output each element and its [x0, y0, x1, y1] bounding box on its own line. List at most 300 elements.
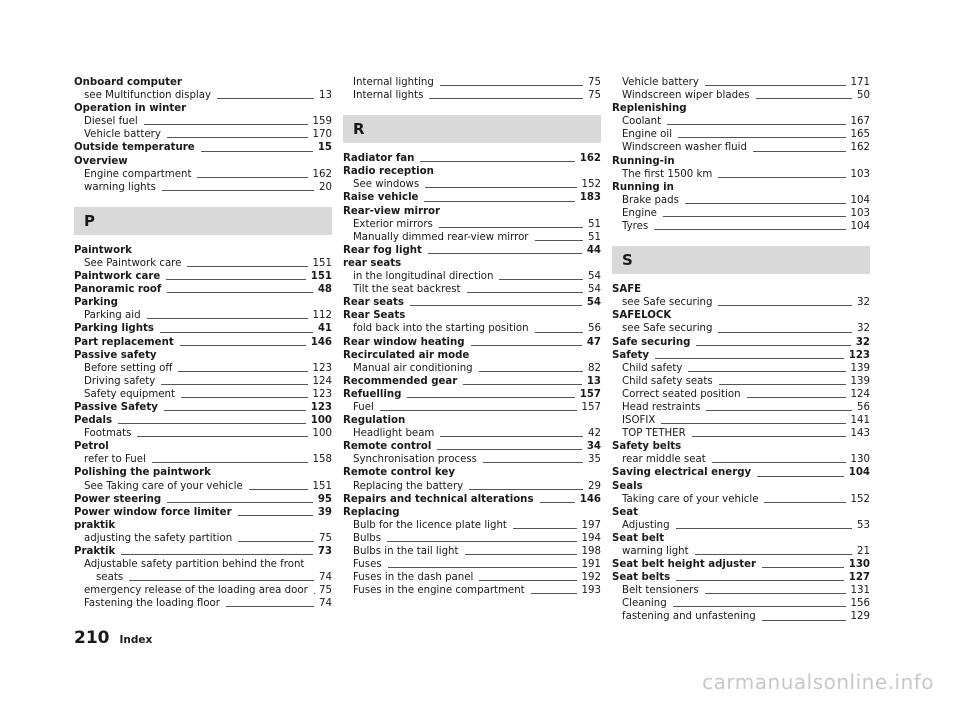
index-entry: [612, 558, 870, 571]
index-subentry: [612, 545, 870, 558]
entry-label: emergency release of the loading area door: [84, 585, 308, 597]
page-reference: 21: [857, 546, 870, 557]
index-entry: [612, 466, 870, 479]
page-reference: 47: [586, 336, 601, 348]
leader-line: [654, 229, 845, 230]
entry-label: Part replacement: [74, 336, 174, 348]
page-reference: 157: [579, 388, 601, 400]
leader-line: [667, 124, 845, 125]
index-entry: [74, 493, 332, 506]
page-reference: 129: [850, 611, 870, 623]
index-entry: [74, 466, 332, 479]
index-entry: [612, 440, 870, 453]
index-subentry: [612, 362, 870, 375]
index-entry: [612, 155, 870, 168]
entry-label: Synchronisation process: [353, 454, 477, 466]
entry-label: Power steering: [74, 493, 162, 505]
index-entry: [343, 506, 601, 519]
index-subentry: [74, 362, 332, 375]
index-entry: [343, 336, 601, 349]
page-reference: 158: [312, 454, 332, 466]
entry-label: Correct seated position: [622, 388, 741, 400]
index-subentry: [74, 532, 332, 545]
entry-label: Before setting off: [84, 362, 173, 374]
page-reference: 194: [581, 532, 601, 544]
page-reference: 123: [312, 388, 332, 400]
entry-label: Rear Seats: [343, 310, 406, 322]
page-reference: 73: [317, 546, 332, 557]
entry-label: Bulbs in the tail light: [353, 546, 459, 557]
page-reference: 131: [850, 585, 870, 597]
page-reference: 123: [848, 349, 870, 361]
index-subentry: [74, 181, 332, 194]
entry-label: Seat: [612, 506, 638, 518]
section-letter-heading: R: [343, 115, 601, 143]
section-letter-heading: S: [612, 246, 870, 274]
leader-line: [178, 371, 307, 372]
index-entry: [343, 191, 601, 204]
entry-label: Engine oil: [622, 129, 673, 141]
index-subentry: [343, 89, 601, 102]
entry-label: Outside temperature: [74, 142, 195, 154]
index-entry: [612, 181, 870, 194]
leader-line: [187, 266, 307, 267]
leader-line: [387, 541, 576, 542]
index-subentry: [74, 168, 332, 181]
index-subentry: [74, 558, 332, 571]
index-entry: [74, 155, 332, 168]
leader-line: [705, 593, 846, 594]
index-entry: [612, 336, 870, 349]
index-entry: [74, 283, 332, 296]
page-reference: 75: [588, 90, 601, 102]
index-subentry: [612, 519, 870, 532]
entry-label: Fastening the loading floor: [84, 598, 220, 610]
page-reference: 32: [855, 336, 870, 348]
leader-line: [440, 436, 583, 437]
index-entry: [74, 322, 332, 335]
page-reference: 103: [850, 207, 870, 219]
page-reference: 104: [850, 194, 870, 206]
index-entry: [343, 205, 601, 218]
index-subentry: [343, 584, 601, 597]
entry-label: Saving electrical energy: [612, 467, 752, 479]
page-reference: 124: [850, 388, 870, 400]
index-entry: [343, 257, 601, 270]
index-entry: [74, 519, 332, 532]
leader-line: [238, 541, 314, 542]
index-entry: [74, 506, 332, 519]
index-column-1: [74, 76, 332, 610]
page-reference: 167: [850, 116, 870, 128]
entry-label: Pedals: [74, 415, 113, 427]
entry-label: Rear window heating: [343, 336, 465, 348]
page-reference: 146: [579, 493, 601, 505]
leader-line: [425, 187, 576, 188]
entry-label: Footmats: [84, 428, 132, 440]
index-subentry: [612, 296, 870, 309]
index-entry: [74, 141, 332, 154]
leader-line: [471, 345, 582, 346]
index-subentry: [343, 545, 601, 558]
section-letter-heading: P: [74, 207, 332, 235]
entry-label: Replacing: [343, 506, 400, 518]
index-subentry: [343, 322, 601, 335]
page-reference: 74: [319, 572, 332, 584]
page-reference: 44: [586, 244, 601, 256]
leader-line: [719, 384, 846, 385]
index-entry: [74, 296, 332, 309]
index-entry: [343, 440, 601, 453]
leader-line: [663, 216, 846, 217]
entry-label: in the longitudinal direction: [353, 271, 494, 283]
page-reference: 123: [310, 401, 332, 413]
entry-label: Panoramic roof: [74, 284, 162, 296]
page-reference: 162: [312, 168, 332, 180]
leader-line: [388, 567, 577, 568]
entry-label: Refuelling: [343, 388, 402, 400]
leader-line: [762, 567, 844, 568]
index-subentry: [343, 519, 601, 532]
page-reference: 141: [850, 415, 870, 427]
index-subentry: [612, 584, 870, 597]
index-subentry: [612, 115, 870, 128]
leader-line: [676, 580, 844, 581]
page-reference: 100: [312, 428, 332, 440]
leader-line: [479, 580, 576, 581]
page-reference: 75: [588, 77, 601, 88]
entry-label: Parking aid: [84, 310, 141, 322]
page-reference: 48: [317, 284, 332, 296]
leader-line: [129, 580, 314, 581]
page-reference: 170: [312, 129, 332, 141]
entry-label: Internal lights: [353, 90, 424, 102]
entry-label: refer to Fuel: [84, 454, 146, 466]
page-reference: 104: [850, 221, 870, 233]
entry-label: Tilt the seat backrest: [353, 284, 461, 296]
leader-line: [440, 85, 583, 86]
leader-line: [535, 332, 583, 333]
page-reference: 29: [588, 480, 601, 492]
leader-line: [197, 177, 307, 178]
leader-line: [144, 124, 308, 125]
index-entry: [612, 102, 870, 115]
leader-line: [531, 593, 577, 594]
index-subentry: [343, 178, 601, 191]
index-subentry: [343, 453, 601, 466]
leader-line: [161, 384, 307, 385]
leader-line: [469, 489, 583, 490]
entry-label: Belt tensioners: [622, 585, 699, 597]
entry-label: Driving safety: [84, 375, 156, 387]
page-reference: 51: [588, 231, 601, 243]
leader-line: [673, 606, 846, 607]
entry-label: Petrol: [74, 441, 109, 453]
entry-label: Tyres: [622, 221, 649, 233]
leader-line: [437, 449, 581, 450]
page-reference: 171: [850, 77, 870, 88]
leader-line: [712, 462, 846, 463]
index-subentry: [612, 194, 870, 207]
page-reference: 162: [850, 142, 870, 154]
page-reference: 151: [312, 257, 332, 269]
index-entry: [343, 349, 601, 362]
leader-line: [463, 384, 581, 385]
leader-line: [410, 305, 582, 306]
index-subentry: [343, 231, 601, 244]
entry-label: Recirculated air mode: [343, 349, 470, 361]
page-reference: 75: [319, 532, 332, 544]
index-entry: [612, 480, 870, 493]
page-reference: 74: [319, 598, 332, 610]
index-subentry: [74, 257, 332, 270]
entry-label: Paintwork care: [74, 271, 161, 283]
index-subentry: [343, 218, 601, 231]
entry-label: Radiator fan: [343, 153, 415, 165]
index-subentry: [74, 427, 332, 440]
entry-label: Remote control key: [343, 467, 455, 479]
index-subentry: [612, 141, 870, 154]
leader-line: [655, 358, 844, 359]
leader-line: [167, 137, 308, 138]
leader-line: [695, 554, 852, 555]
page-reference: 192: [581, 572, 601, 584]
page-reference: 15: [317, 142, 332, 154]
leader-line: [166, 279, 305, 280]
leader-line: [718, 305, 852, 306]
leader-line: [692, 436, 846, 437]
entry-label: Safe securing: [612, 336, 691, 348]
index-entry: [343, 493, 601, 506]
entry-label: Fuel: [353, 401, 374, 413]
index-subentry: [343, 427, 601, 440]
index-subentry: [612, 322, 870, 335]
entry-label: Fuses: [353, 559, 382, 571]
leader-line: [661, 423, 845, 424]
entry-label: Replacing the battery: [353, 480, 464, 492]
index-entry: [74, 349, 332, 362]
leader-line: [121, 554, 313, 555]
entry-label: Fuses in the engine compartment: [353, 585, 525, 597]
leader-line: [420, 161, 574, 162]
index-entry: [74, 336, 332, 349]
page-reference: 139: [850, 362, 870, 374]
index-column-2: [343, 76, 601, 597]
page-reference: 143: [850, 428, 870, 440]
leader-line: [147, 318, 308, 319]
index-subentry: [343, 571, 601, 584]
entry-label: Recommended gear: [343, 375, 458, 387]
leader-line: [678, 137, 845, 138]
entry-label: warning lights: [84, 181, 156, 193]
entry-label: adjusting the safety partition: [84, 532, 233, 544]
entry-label: Running-in: [612, 155, 675, 167]
leader-line: [164, 410, 306, 411]
leader-line: [706, 410, 852, 411]
leader-line: [118, 423, 306, 424]
index-subentry: [612, 220, 870, 233]
entry-label: Head restraints: [622, 401, 701, 413]
entry-label: seats: [96, 572, 124, 584]
leader-line: [540, 502, 575, 503]
leader-line: [152, 462, 308, 463]
index-subentry: [74, 89, 332, 102]
page-footer: [74, 628, 152, 648]
entry-label: Passive safety: [74, 349, 157, 361]
leader-line: [718, 332, 852, 333]
page-reference: 197: [581, 519, 601, 531]
entry-label: TOP TETHER: [622, 428, 686, 440]
entry-label: Safety equipment: [84, 388, 175, 400]
page-reference: 139: [850, 375, 870, 387]
entry-label: see Safe securing: [622, 297, 713, 309]
index-subentry: [343, 558, 601, 571]
page-reference: 193: [581, 585, 601, 597]
page-reference: 32: [857, 323, 870, 335]
page-reference: 198: [581, 546, 601, 557]
entry-label: Regulation: [343, 415, 406, 427]
index-entry: [612, 309, 870, 322]
index-subentry: [343, 270, 601, 283]
page-reference: 151: [310, 271, 332, 283]
page-reference: 183: [579, 192, 601, 204]
page-reference: 127: [848, 572, 870, 584]
leader-line: [705, 85, 846, 86]
leader-line: [380, 410, 577, 411]
leader-line: [747, 397, 846, 398]
entry-label: Raise vehicle: [343, 192, 419, 204]
entry-label: Coolant: [622, 116, 662, 128]
leader-line: [467, 292, 583, 293]
entry-label: Cleaning: [622, 598, 667, 610]
entry-label: Repairs and technical alterations: [343, 493, 534, 505]
entry-label: Exterior mirrors: [353, 218, 433, 230]
index-subentry: [74, 375, 332, 388]
index-subentry: [612, 375, 870, 388]
leader-line: [676, 528, 852, 529]
leader-line: [429, 98, 583, 99]
index-entry: [343, 466, 601, 479]
leader-line: [756, 98, 852, 99]
entry-label: Taking care of your vehicle: [622, 493, 759, 505]
index-subentry: [612, 493, 870, 506]
entry-label: Rear-view mirror: [343, 205, 441, 217]
index-subentry: [74, 453, 332, 466]
index-subentry: [74, 597, 332, 610]
leader-line: [428, 253, 582, 254]
leader-line: [160, 332, 313, 333]
leader-line: [249, 489, 308, 490]
page-reference: 13: [586, 375, 601, 387]
entry-label: fastening and unfastening: [622, 611, 756, 623]
leader-line: [535, 240, 584, 241]
leader-line: [238, 515, 313, 516]
entry-label: Manual air conditioning: [353, 362, 473, 374]
page-reference: 123: [312, 362, 332, 374]
page-reference: 34: [586, 441, 601, 453]
index-subentry: [74, 480, 332, 493]
page-reference: 50: [857, 90, 870, 102]
entry-label: Internal lighting: [353, 77, 434, 88]
index-entry: [612, 349, 870, 362]
entry-label: SAFE: [612, 284, 642, 296]
index-subentry: [343, 401, 601, 414]
page-reference: 130: [848, 559, 870, 571]
index-entry: [74, 270, 332, 283]
leader-line: [688, 371, 845, 372]
leader-line: [762, 620, 846, 621]
page-reference: 56: [857, 401, 870, 413]
leader-line: [439, 227, 583, 228]
entry-label: warning light: [622, 546, 689, 557]
entry-label: Safety: [612, 349, 650, 361]
page-reference: 75: [319, 585, 332, 597]
entry-label: Parking lights: [74, 323, 154, 335]
index-subentry: [343, 283, 601, 296]
page-reference: 165: [850, 129, 870, 141]
index-entry: [343, 165, 601, 178]
index-subentry: [343, 532, 601, 545]
page-reference: 20: [319, 181, 332, 193]
entry-label: Seals: [612, 480, 643, 492]
index-subentry: [74, 115, 332, 128]
entry-label: Overview: [74, 155, 128, 167]
leader-line: [167, 292, 312, 293]
page-reference: 151: [312, 480, 332, 492]
entry-label: ISOFIX: [622, 415, 656, 427]
entry-label: Parking: [74, 297, 118, 309]
page-reference: 157: [581, 401, 601, 413]
page-reference: 54: [586, 297, 601, 309]
page-reference: 13: [319, 90, 332, 102]
index-subentry: [343, 362, 601, 375]
index-entry: [74, 440, 332, 453]
entry-label: fold back into the starting position: [353, 323, 529, 335]
entry-label: Bulb for the licence plate light: [353, 519, 507, 531]
index-entry: [343, 414, 601, 427]
leader-line: [226, 606, 314, 607]
index-subentry: [612, 89, 870, 102]
leader-line: [764, 502, 845, 503]
index-entry: [343, 309, 601, 322]
index-entry: [74, 102, 332, 115]
entry-label: Windscreen washer fluid: [622, 142, 747, 154]
entry-label: Seat belts: [612, 572, 671, 584]
entry-label: Manually dimmed rear-view mirror: [353, 231, 529, 243]
index-subentry: [612, 414, 870, 427]
page-reference: 191: [581, 559, 601, 571]
leader-line: [718, 177, 845, 178]
index-subentry: [74, 388, 332, 401]
entry-label: See windows: [353, 179, 420, 191]
leader-line: [479, 371, 583, 372]
entry-label: Vehicle battery: [622, 77, 699, 88]
page-number: 210: [74, 628, 110, 648]
entry-label: Rear seats: [343, 297, 404, 309]
index-entry: [343, 152, 601, 165]
leader-line: [424, 201, 574, 202]
index-subentry: [612, 168, 870, 181]
page-reference: 156: [850, 598, 870, 610]
page-reference: 159: [312, 116, 332, 128]
index-entry: [74, 76, 332, 89]
index-entry: [74, 414, 332, 427]
page-reference: 146: [310, 336, 332, 348]
entry-label: See Paintwork care: [84, 257, 182, 269]
entry-label: Bulbs: [353, 532, 382, 544]
index-entry: [343, 375, 601, 388]
entry-label: praktik: [74, 519, 116, 531]
